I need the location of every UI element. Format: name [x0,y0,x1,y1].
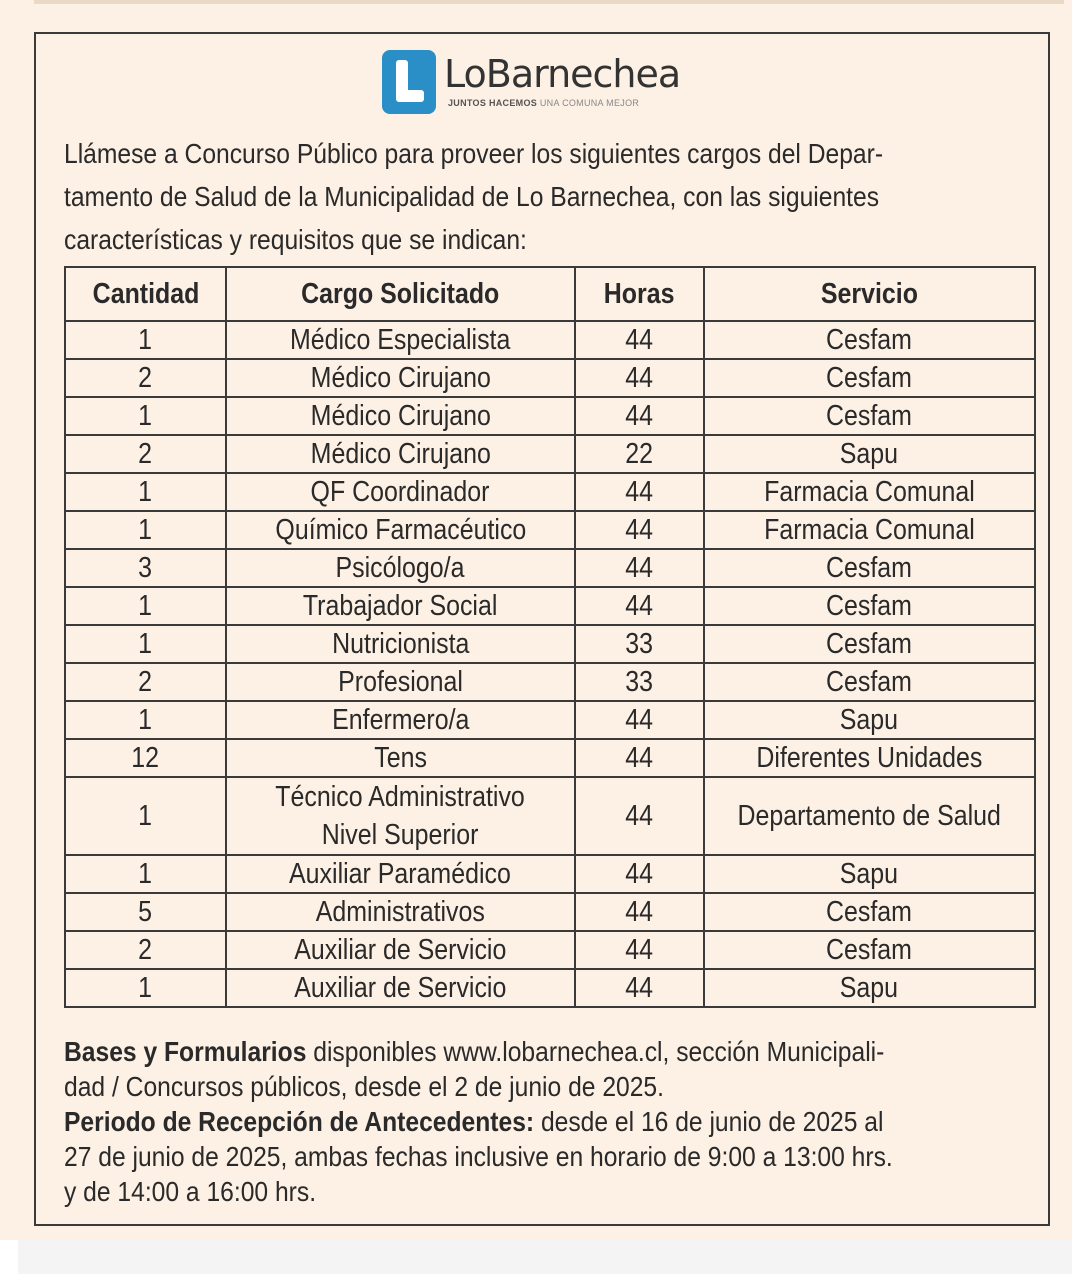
cell-horas: 44 [575,587,704,625]
cell-cargo: Enfermero/a [226,701,575,739]
periodo-line-3: y de 14:00 a 16:00 hrs. [64,1176,317,1207]
periodo-line: Periodo de Recepción de Antecedentes: desde el 16 de junio de 2025 al [64,1106,884,1137]
bottom-strip [0,1240,1072,1274]
table-row [65,777,1035,855]
intro-line: Llámese a Concurso Público para proveer los siguientes cargos del Depar- [64,138,884,169]
table-header-row [65,267,1035,321]
table-row [65,969,1035,1007]
cell-servicio: Cesfam [704,549,1035,587]
positions-table [64,266,1036,1008]
table-row [65,587,1035,625]
table-row [65,359,1035,397]
table-row [65,893,1035,931]
cell-cantidad: 1 [65,511,226,549]
table-row [65,473,1035,511]
table-row [65,321,1035,359]
cell-cantidad: 1 [65,701,226,739]
logo-tagline: JUNTOS HACEMOS UNA COMUNA MEJOR [448,98,640,108]
cell-horas: 44 [575,359,704,397]
cell-cargo: Auxiliar de Servicio [226,969,575,1007]
cell-servicio: Cesfam [704,321,1035,359]
header-servicio: Servicio [704,267,1035,321]
cell-horas: 44 [575,549,704,587]
cell-horas: 33 [575,625,704,663]
cell-cantidad: 2 [65,359,226,397]
cell-cargo: Químico Farmacéutico [226,511,575,549]
header-cantidad: Cantidad [65,267,226,321]
bases-line: Bases y Formularios disponibles www.lobarnechea.cl, sección Municipali- [64,1036,885,1067]
cell-servicio: Departamento de Salud [704,777,1035,855]
cell-cantidad: 5 [65,893,226,931]
cell-horas: 44 [575,739,704,777]
table-row [65,625,1035,663]
cell-cargo: Médico Especialista [226,321,575,359]
table-row [65,397,1035,435]
logo-name: LoBarnechea [444,52,681,96]
bases-line-2: dad / Concursos públicos, desde el 2 de junio de 2025. [64,1071,664,1102]
logo-l-icon [382,50,436,114]
cell-horas: 44 [575,893,704,931]
intro-paragraph [64,132,1040,261]
intro-line: características y requisitos que se indican: [64,224,527,255]
cell-cantidad: 1 [65,321,226,359]
cell-horas: 22 [575,435,704,473]
cell-horas: 44 [575,473,704,511]
cell-servicio: Cesfam [704,397,1035,435]
cell-servicio: Cesfam [704,893,1035,931]
cell-servicio: Sapu [704,701,1035,739]
cell-servicio: Diferentes Unidades [704,739,1035,777]
cell-horas: 44 [575,969,704,1007]
cell-servicio: Cesfam [704,587,1035,625]
cell-cantidad: 1 [65,777,226,855]
table-row [65,549,1035,587]
table-row [65,931,1035,969]
cell-cantidad: 3 [65,549,226,587]
cell-cargo: Profesional [226,663,575,701]
cell-horas: 33 [575,663,704,701]
cell-cargo: Técnico Administrativo Nivel Superior [226,777,575,855]
cell-cargo: Médico Cirujano [226,397,575,435]
cell-cargo: Auxiliar de Servicio [226,931,575,969]
cell-cargo: Auxiliar Paramédico [226,855,575,893]
cell-servicio: Sapu [704,435,1035,473]
cell-cantidad: 1 [65,855,226,893]
table-row [65,855,1035,893]
cell-cargo: Psicólogo/a [226,549,575,587]
cell-cargo: Administrativos [226,893,575,931]
cell-cantidad: 2 [65,663,226,701]
cell-horas: 44 [575,777,704,855]
lobarnechea-logo [382,48,712,114]
cell-cantidad: 1 [65,625,226,663]
cell-servicio: Sapu [704,969,1035,1007]
cell-cargo: Tens [226,739,575,777]
cell-cantidad: 2 [65,931,226,969]
notice-panel [34,32,1050,1226]
cell-cantidad: 12 [65,739,226,777]
bottom-left-strip [0,1240,18,1274]
table-row [65,511,1035,549]
footer-text [64,1034,1040,1209]
periodo-line-2: 27 de junio de 2025, ambas fechas inclusive en horario de 9:00 a 13:00 hrs. [64,1141,893,1172]
cell-servicio: Farmacia Comunal [704,473,1035,511]
intro-line: tamento de Salud de la Municipalidad de Lo Barnechea, con las siguientes [64,181,880,212]
cell-horas: 44 [575,701,704,739]
cell-cargo: Trabajador Social [226,587,575,625]
cell-horas: 44 [575,855,704,893]
header-horas: Horas [575,267,704,321]
cell-cargo: Médico Cirujano [226,359,575,397]
cell-cantidad: 1 [65,473,226,511]
cell-servicio: Cesfam [704,931,1035,969]
cell-horas: 44 [575,931,704,969]
cell-cantidad: 1 [65,587,226,625]
cell-cargo: Médico Cirujano [226,435,575,473]
header-cargo: Cargo Solicitado [226,267,575,321]
top-edge-line [34,0,1064,4]
cell-horas: 44 [575,511,704,549]
table-row [65,739,1035,777]
cell-cargo: QF Coordinador [226,473,575,511]
table-row [65,435,1035,473]
cell-servicio: Cesfam [704,625,1035,663]
cell-cargo: Nutricionista [226,625,575,663]
cell-servicio: Cesfam [704,663,1035,701]
cell-horas: 44 [575,321,704,359]
cell-horas: 44 [575,397,704,435]
table-row [65,701,1035,739]
cell-servicio: Farmacia Comunal [704,511,1035,549]
cell-servicio: Cesfam [704,359,1035,397]
cell-servicio: Sapu [704,855,1035,893]
cell-cantidad: 1 [65,969,226,1007]
cell-cantidad: 1 [65,397,226,435]
table-row [65,663,1035,701]
cell-cantidad: 2 [65,435,226,473]
